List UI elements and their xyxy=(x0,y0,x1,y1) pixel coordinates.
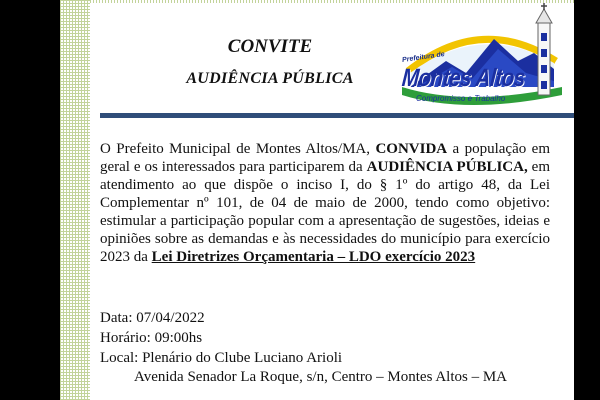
event-address: Avenida Senador La Roque, s/n, Centro – Montes Altos – MA xyxy=(134,369,508,385)
header-divider xyxy=(100,113,574,118)
invitation-body xyxy=(100,140,550,266)
page-title: CONVITE xyxy=(227,36,313,57)
convida-keyword: CONVIDA xyxy=(375,141,448,157)
logo-prefeitura-label: Prefeitura de xyxy=(401,51,446,64)
logo-name: Montes Altos xyxy=(400,64,527,92)
logo-tagline: Compromisso e Trabalho xyxy=(416,94,506,103)
hatch-border-left xyxy=(60,0,90,400)
audiencia-keyword: AUDIÊNCIA PÚBLICA, xyxy=(366,159,528,175)
body-text-2: a população em geral e os interessados para participarem da xyxy=(100,141,550,175)
body-text-3: em atendimento ao que dispõe o inciso I, do § 1º do artigo 48, da Lei Complementar nº 101, de 04 de maio de 2000, tendo como objetivo: estimular a participação popular com a apresentação de sugestões, ideias e opiniões sobre as demandas e às necessidades do município para exercício 2023 da xyxy=(100,159,551,265)
event-time: Horário: 09:00hs xyxy=(100,330,203,346)
body-text-1: O Prefeito Municipal de Montes Altos/MA, xyxy=(100,141,376,157)
invitation-page xyxy=(60,0,574,400)
lei-reference: Lei Diretrizes Orçamentaria – LDO exercício 2023 xyxy=(151,249,476,265)
event-location: Local: Plenário do Clube Luciano Arioli xyxy=(100,350,343,366)
event-date: Data: 07/04/2022 xyxy=(100,310,205,326)
page-subtitle: AUDIÊNCIA PÚBLICA xyxy=(186,70,354,87)
